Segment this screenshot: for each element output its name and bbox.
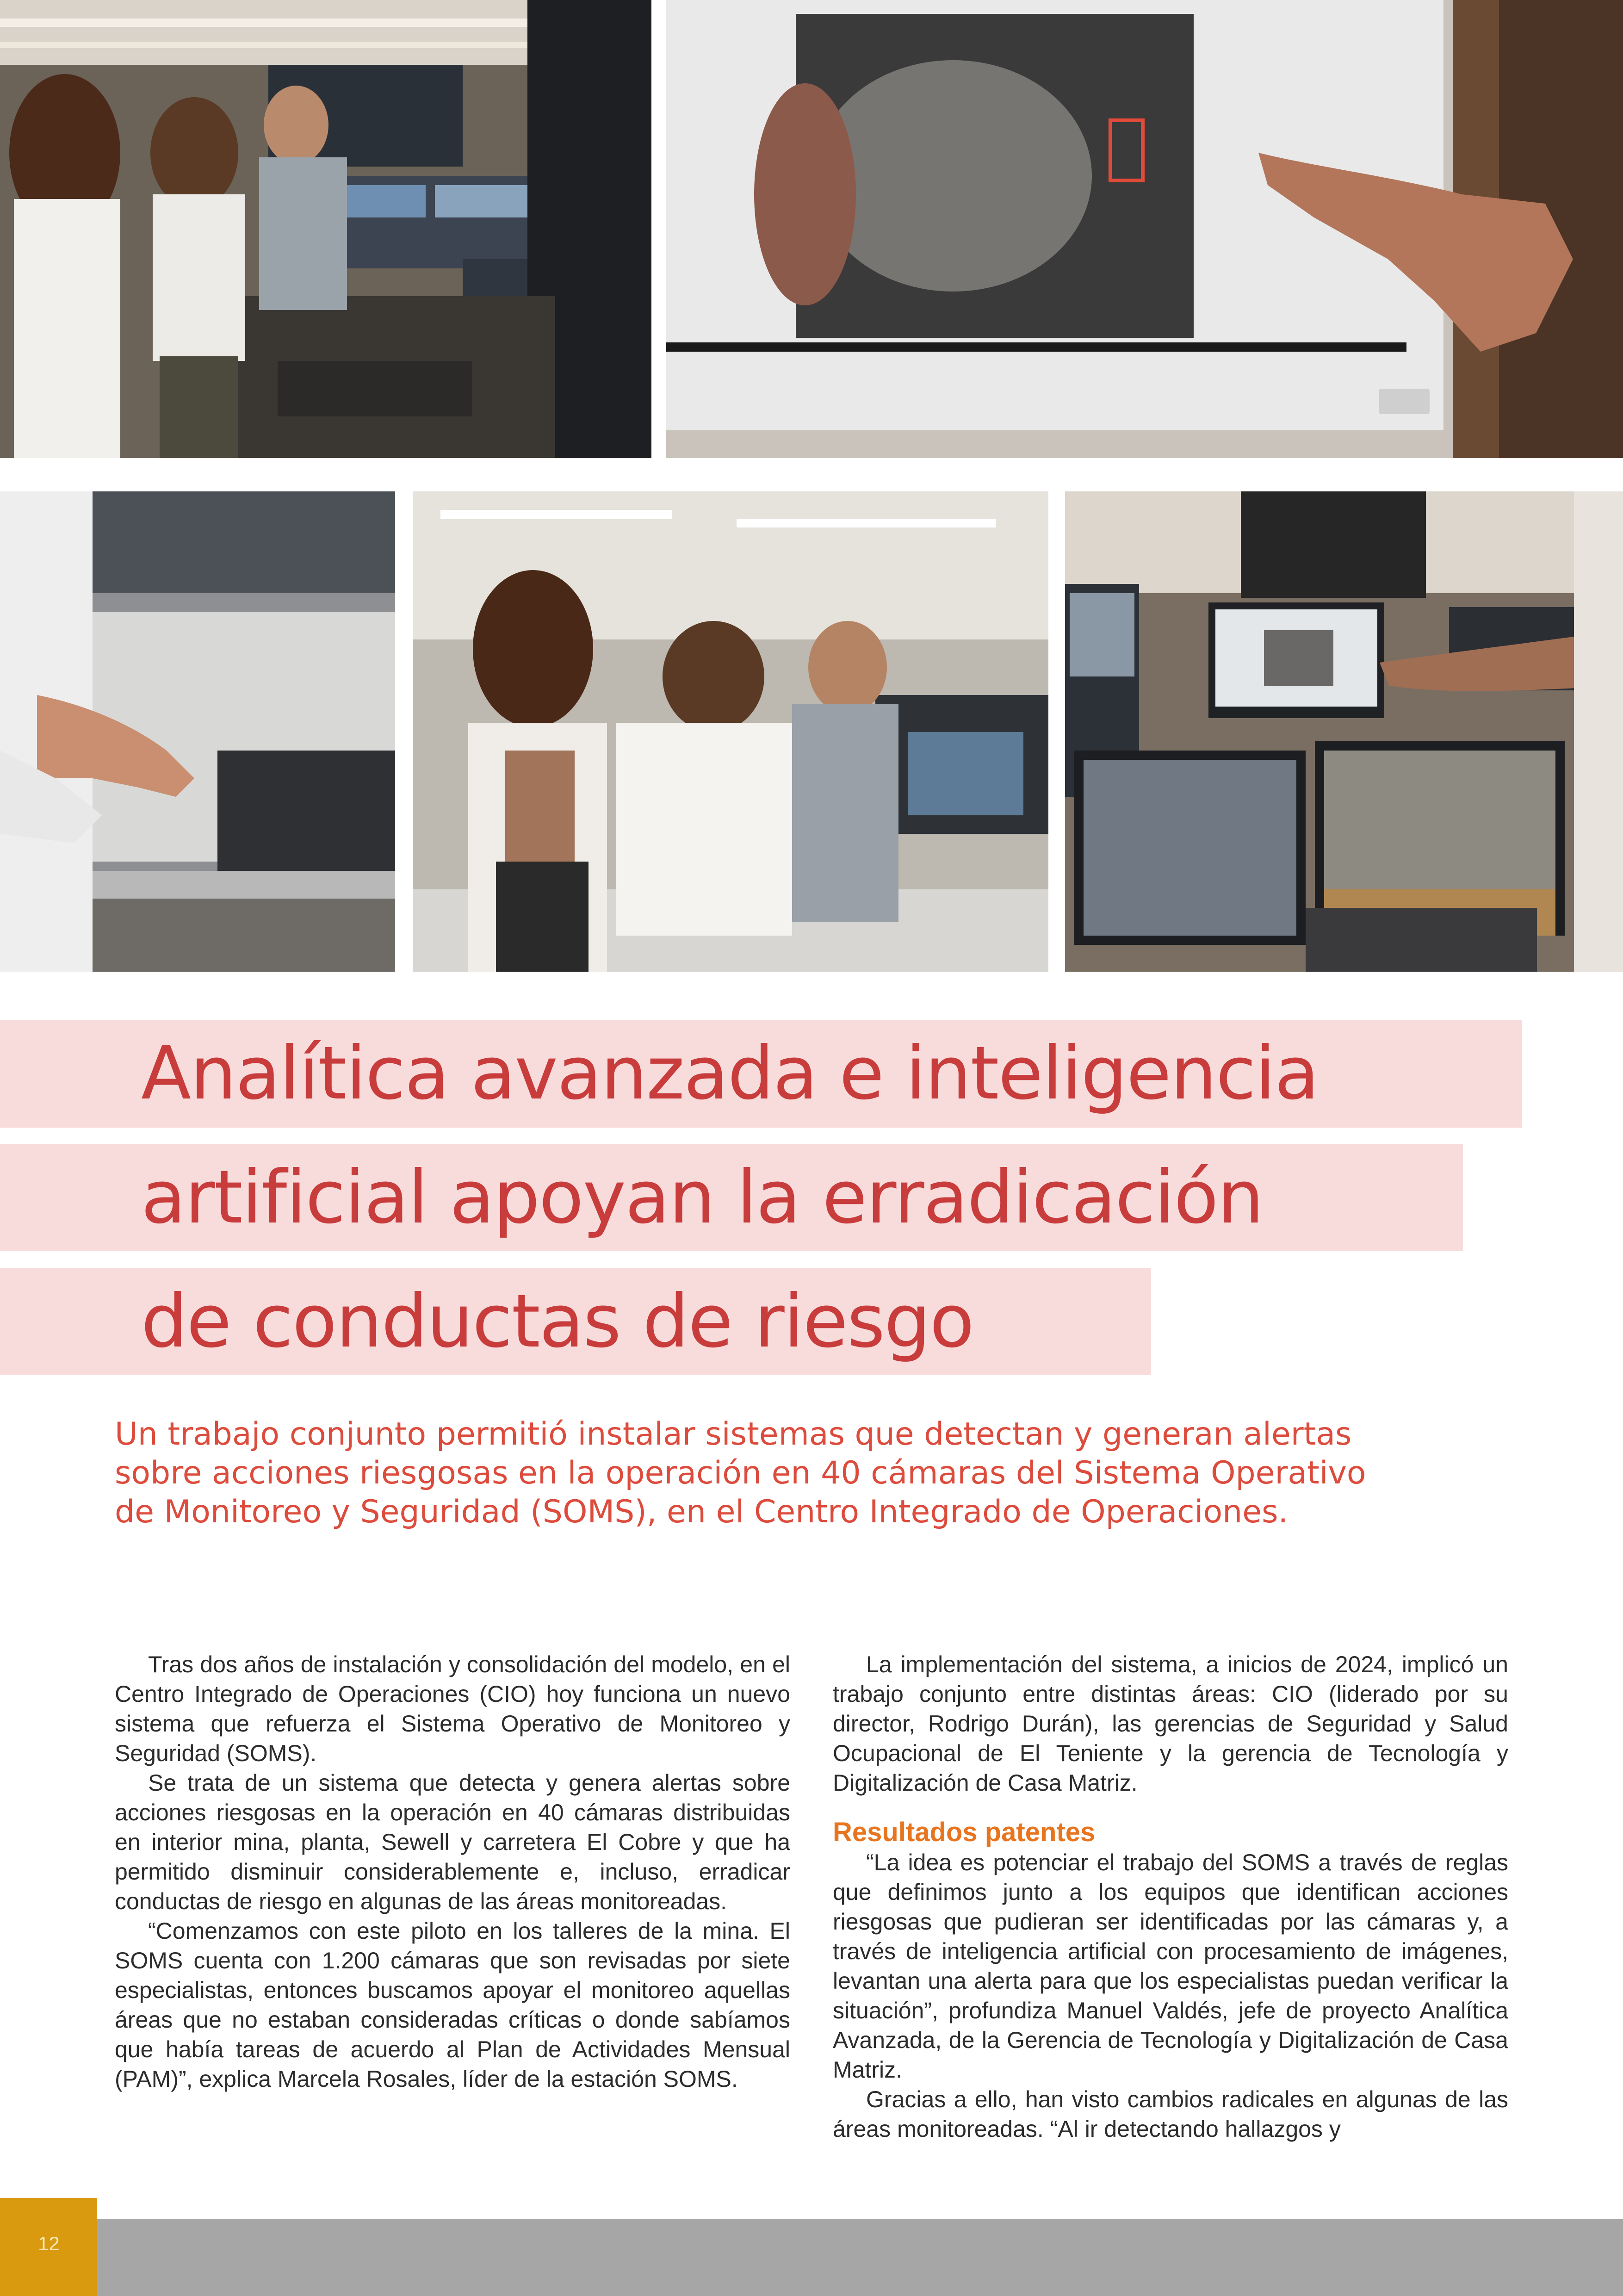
headline-line-3: de conductas de riesgo: [141, 1279, 974, 1364]
photo-monitor-wall-image: [1065, 491, 1623, 972]
body-paragraph: Tras dos años de instalación y consolidación del modelo, en el Centro Integrado de Operaciones (CIO) hoy funciona un nuevo sistema que refuerza el Sistema Operativo de Monitoreo y Seguridad (SOMS).: [115, 1651, 790, 1766]
photo-laptop-hands: [0, 491, 395, 972]
headline-line-1: Analítica avanzada e inteligencia: [141, 1031, 1319, 1116]
photo-monitor-pointing-image: [666, 0, 1623, 458]
body-paragraph: Gracias a ello, han visto cambios radicales en algunas de las áreas monitoreadas. “Al ir detectando hallazgos y: [833, 2086, 1508, 2142]
photo-laptop-hands-image: [0, 491, 395, 972]
body-column-left: [115, 1650, 790, 2094]
photo-monitor-wall: [1065, 491, 1623, 972]
photo-three-specialists-image: [413, 491, 1048, 972]
body-column-right: [833, 1650, 1508, 2144]
body-paragraph: “La idea es potenciar el trabajo del SOMS a través de reglas que definimos junto a los equipos que identifican acciones riesgosas que pudieran ser identificadas por las cámaras y, a través de inteligencia artificial con procesamiento de imágenes, levantan una alerta para que los especialistas puedan verificar la situación”, profundiza Manuel Valdés, jefe de proyecto Analítica Avanzada, de la Gerencia de Tecnología y Digitalización de Casa Matriz.: [833, 1849, 1508, 2083]
photo-three-specialists: [413, 491, 1048, 972]
body-paragraph: Se trata de un sistema que detecta y genera alertas sobre acciones riesgosas en la operación en 40 cámaras distribuidas en interior mina, planta, Sewell y carretera El Cobre y que ha permitido disminuir considerablemente e, incluso, erradicar conductas de riesgo en algunas de las áreas monitoreadas.: [115, 1770, 790, 1914]
headline-line-2: artificial apoyan la erradicación: [141, 1155, 1263, 1240]
photo-control-room-team-image: [0, 0, 651, 458]
lead-paragraph: Un trabajo conjunto permitió instalar sistemas que detectan y generan alertas sobre acciones riesgosas en la operación en 40 cámaras del Sistema Operativo de Monitoreo y Seguridad (SOMS), en el Centro Integrado de Operaciones.: [115, 1416, 1366, 1530]
page-number: 12: [38, 2233, 60, 2254]
body-paragraph: “Comenzamos con este piloto en los talleres de la mina. El SOMS cuenta con 1.200 cámaras que son revisadas por siete especialistas, entonces buscamos apoyar el monitoreo aquellas áreas que no estaban consideradas críticas o donde sabíamos que había tareas de acuerdo al Plan de Actividades Mensual (PAM)”, explica Marcela Rosales, líder de la estación SOMS.: [115, 1918, 790, 2092]
section-heading-resultados: Resultados patentes: [833, 1817, 1096, 1847]
photo-monitor-pointing: [666, 0, 1623, 458]
photo-control-room-team: [0, 0, 651, 458]
footer-bar: [0, 2219, 1623, 2296]
body-paragraph: La implementación del sistema, a inicios de 2024, implicó un trabajo conjunto entre distintas áreas: CIO (liderado por su director, Rodrigo Durán), las gerencias de Seguridad y Salud Ocupacional de El Teniente y la gerencia de Tecnología y Digitalización de Casa Matriz.: [833, 1651, 1508, 1796]
